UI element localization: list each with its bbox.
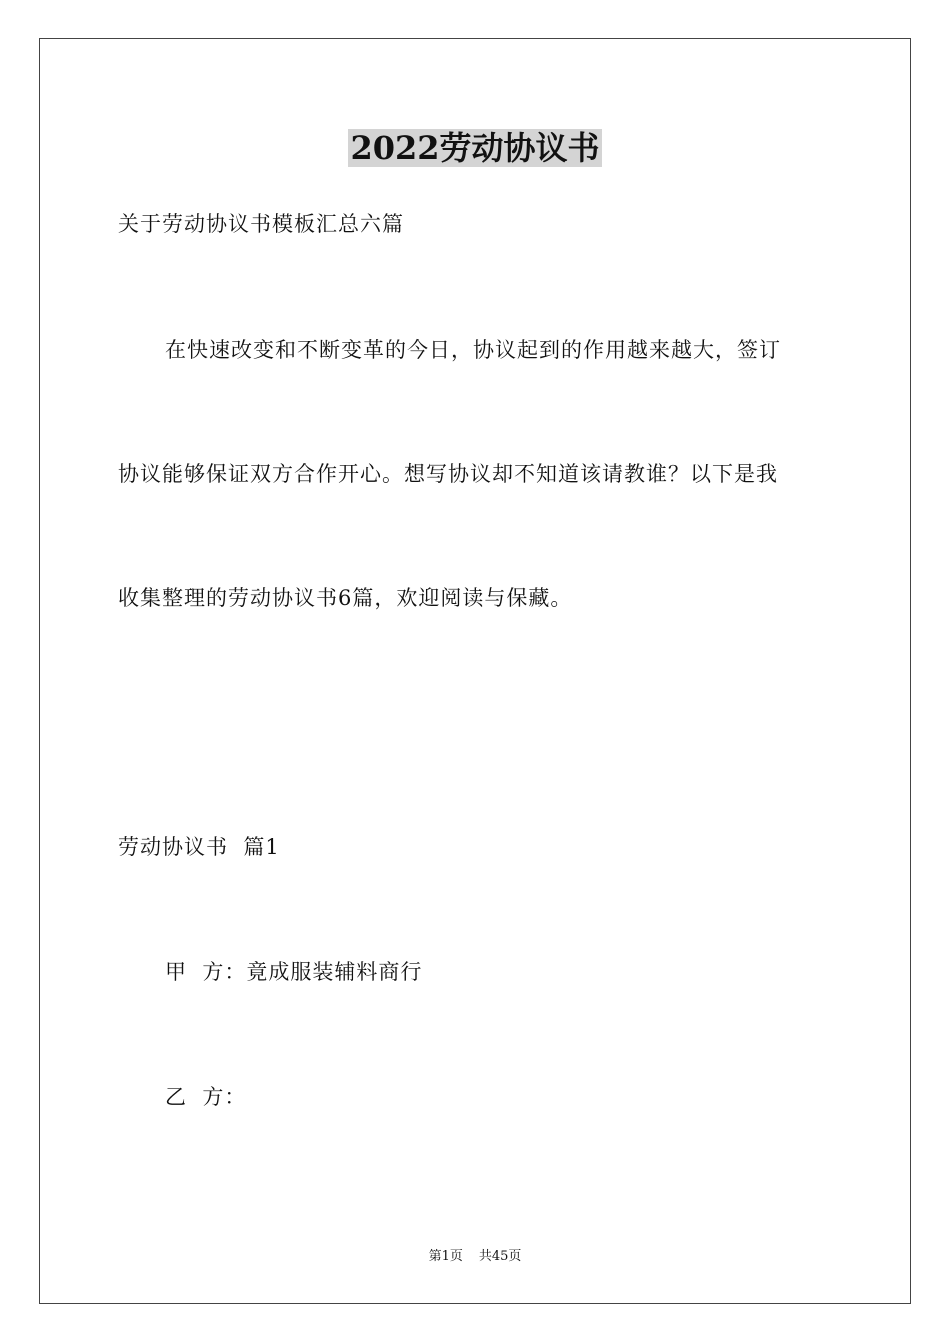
- party-b-line: 乙 方：: [165, 1085, 247, 1109]
- intro-line-3: 收集整理的劳动协议书6篇，欢迎阅读与保藏。: [118, 586, 573, 610]
- page-footer: [0, 1248, 950, 1266]
- intro-line-2: 协议能够保证双方合作开心。想写协议却不知道该请教谁？以下是我: [118, 462, 778, 486]
- section-heading: 劳动协议书 篇1: [118, 835, 280, 859]
- intro-line-1: 在快速改变和不断变革的今日，协议起到的作用越来越大，签订: [165, 338, 781, 362]
- document-subtitle: 关于劳动协议书模板汇总六篇: [118, 212, 404, 236]
- page-number-current: 第1页: [428, 1249, 463, 1264]
- document-title-text: 2022劳动协议书: [350, 129, 600, 167]
- document-title: [0, 128, 950, 168]
- page-number-total: 共45页: [478, 1249, 522, 1264]
- party-a-line: 甲 方：竟成服装辅料商行: [165, 960, 423, 984]
